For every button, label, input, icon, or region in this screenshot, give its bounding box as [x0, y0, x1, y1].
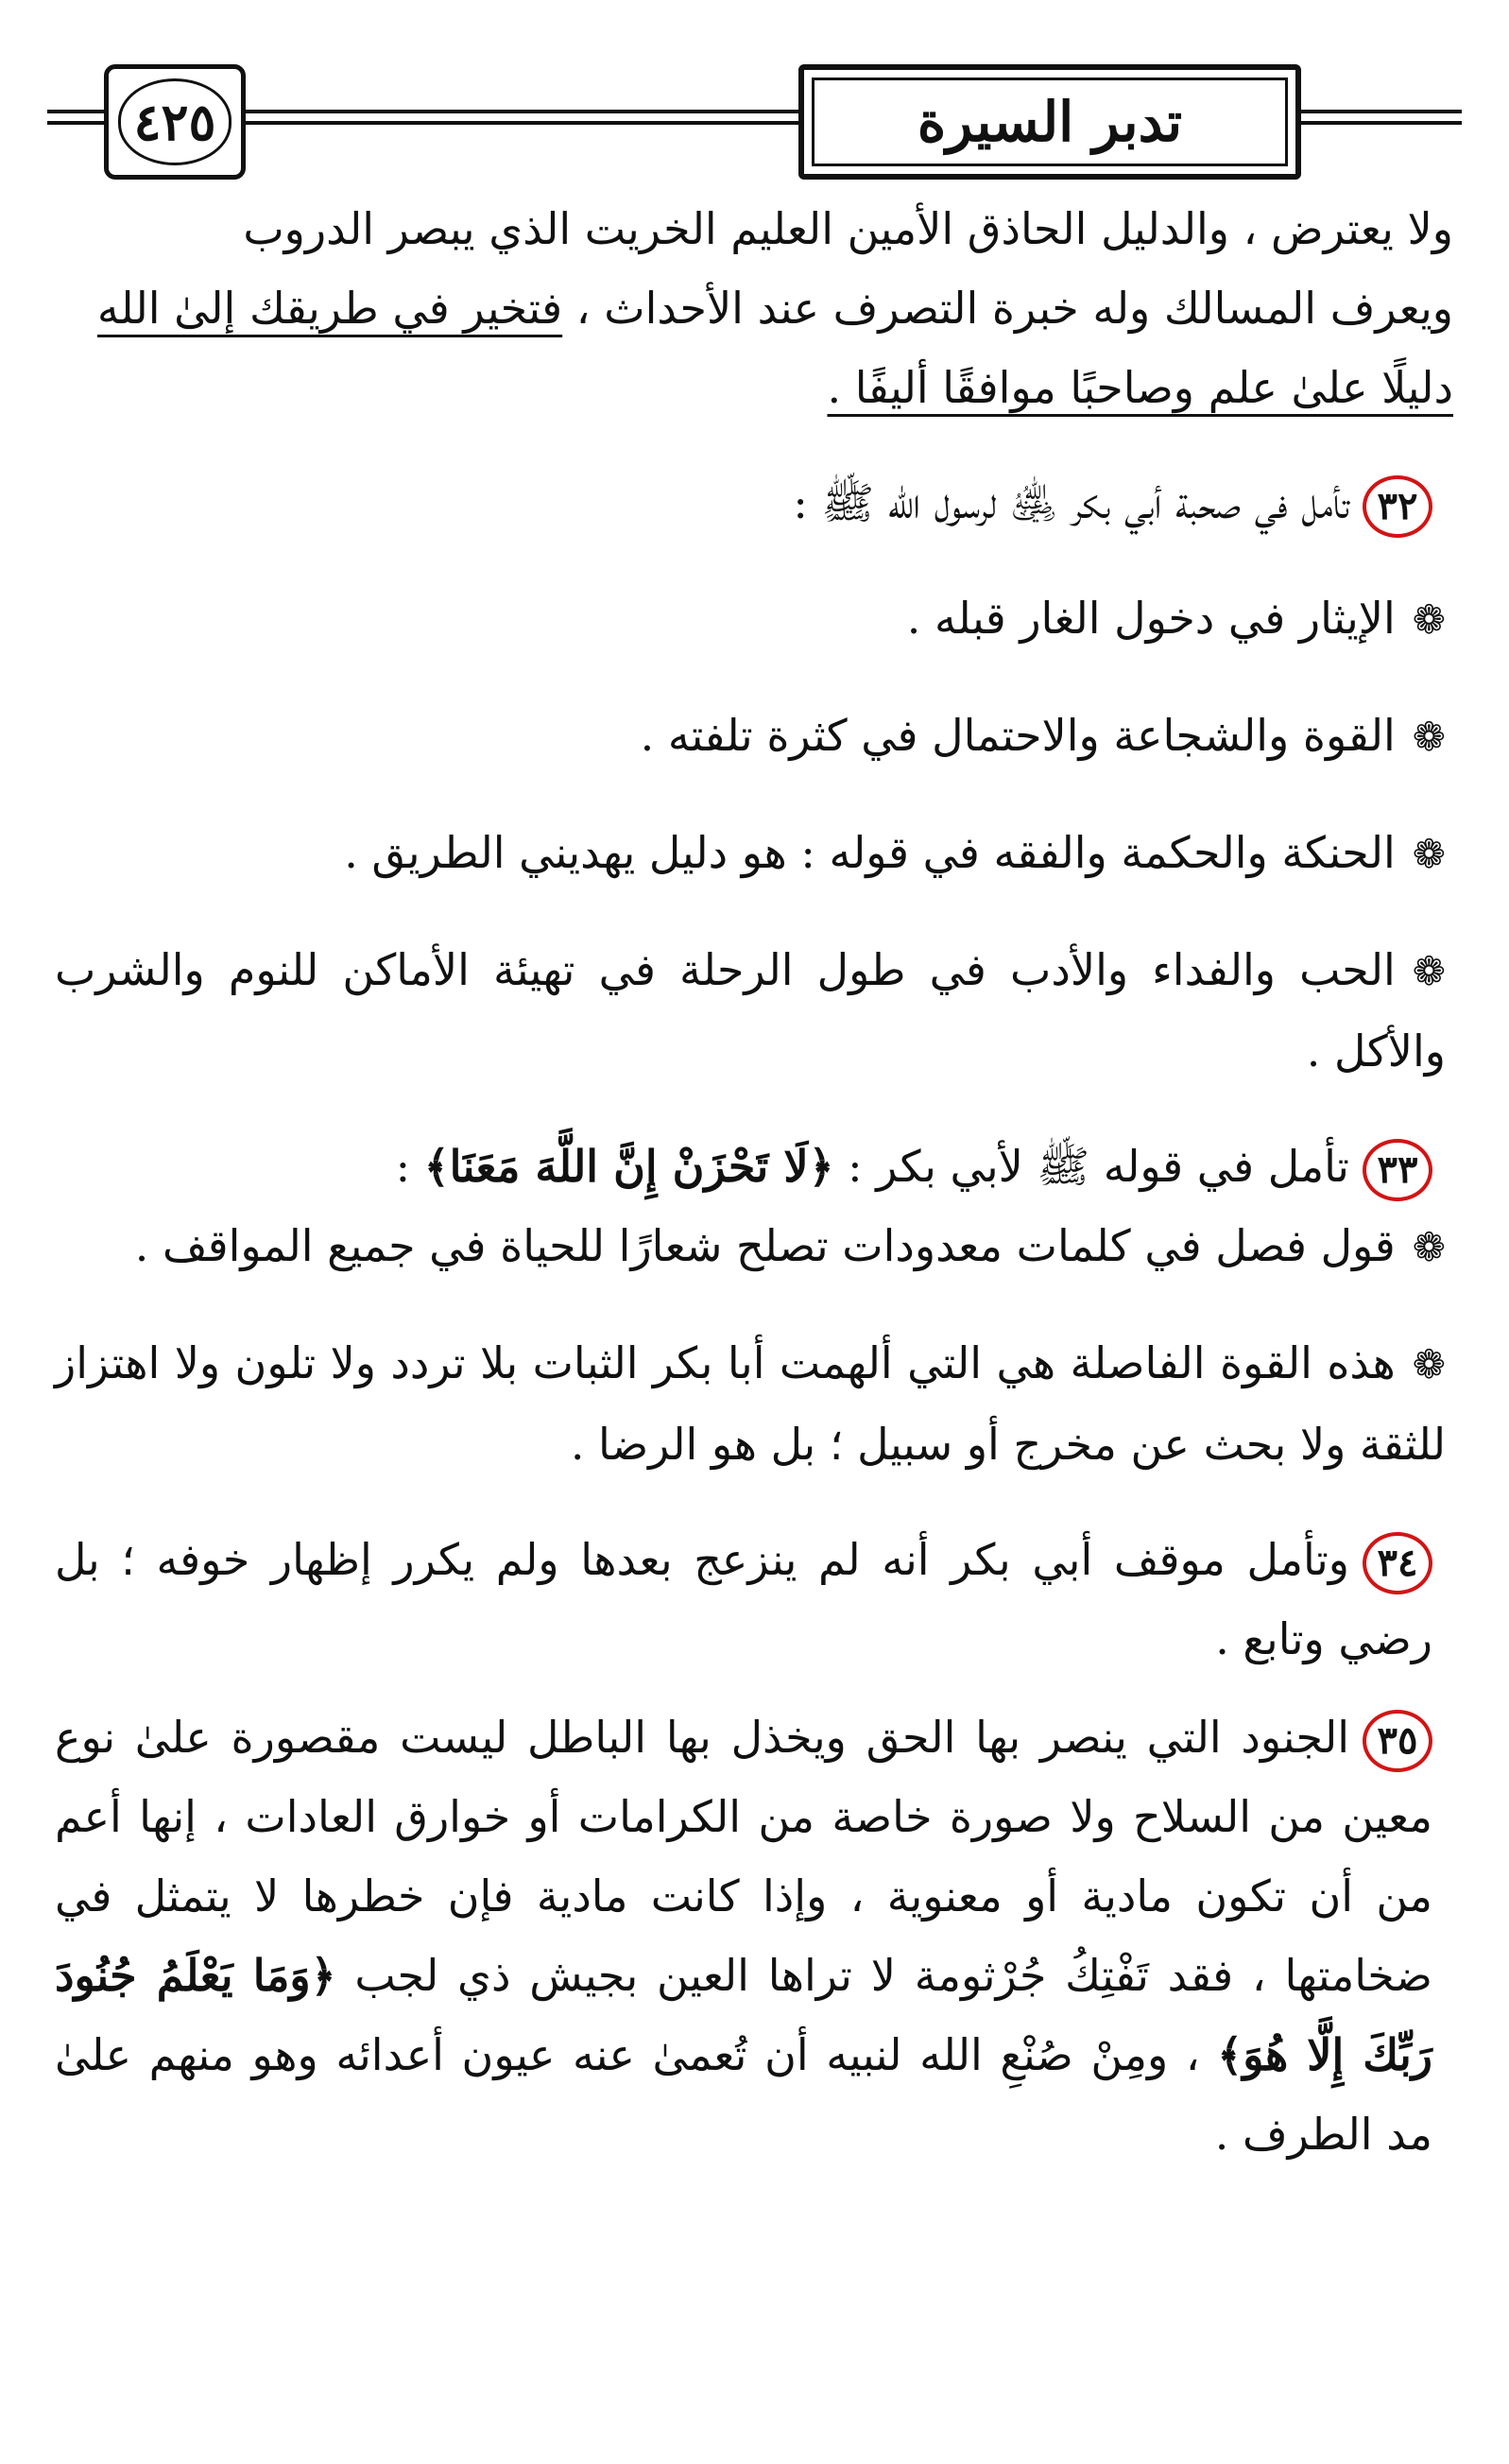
- paragraph-line: [55, 348, 1453, 427]
- quran-verse: ﴿وَمَا يَعْلَمُ جُنُودَ رَبِّكَ إِلَّا هُوَ﴾: [55, 1950, 1433, 2080]
- bullet-item: [55, 1206, 1453, 1287]
- point-number-circle: ٣٥: [1363, 1710, 1432, 1772]
- underlined-text: دليلًا علىٰ علم وصاحبًا موافقًا أليفًا .: [827, 362, 1453, 413]
- point-text: الجنود التي ينصر بها الحق ويخذل بها الباطل ليست مقصورة علىٰ نوع معين من السلاح ولا صورة خاصة من الكرامات أو خوارق العادات ، إنها أعم من أن تكون مادية أو معنوية ، وإذا كانت مادية فإن خطرها لا يتمثل في ضخامتها ، فقد تَفْتِكُ جُرْثومة لا تراها العين بجيش ذي لجب: [55, 1712, 1432, 2001]
- numbered-point-33: [55, 1127, 1453, 1206]
- bullet-text: القوة والشجاعة والاحتمال في كثرة تلفته .: [640, 710, 1396, 761]
- numbered-point-35: [55, 1697, 1453, 2174]
- point-text: :: [395, 1141, 424, 1192]
- point-number-circle: ٣٢: [1363, 475, 1432, 538]
- page-number-frame: [104, 64, 246, 180]
- numbered-point-32: [55, 463, 1453, 543]
- bullet-text: الإيثار في دخول الغار قبله .: [906, 593, 1396, 644]
- bullet-item: [55, 1323, 1453, 1484]
- underlined-text: فتخير في طريقك إلىٰ الله: [96, 283, 563, 334]
- point-text: وتأمل موقف أبي بكر أنه لم ينزعج بعدها ولم يكرر إظهار خوفه ؛ بل رضي وتابع .: [55, 1534, 1432, 1664]
- flower-bullet-icon: ❁: [1412, 596, 1446, 643]
- page-header: [47, 57, 1462, 170]
- flower-bullet-icon: ❁: [1412, 1224, 1446, 1270]
- bullet-text: هذه القوة الفاصلة هي التي ألهمت أبا بكر الثبات بلا تردد ولا تلون ولا اهتزاز للثقة ولا بحث عن مخرج أو سبيل ؛ بل هو الرضا .: [55, 1337, 1446, 1470]
- quran-verse: ﴿لَا تَحْزَنْ إِنَّ اللَّهَ مَعَنَا﴾: [423, 1141, 834, 1192]
- bullet-item: [55, 930, 1453, 1091]
- point-text: تأمل في قوله ﷺ لأبي بكر :: [833, 1141, 1349, 1192]
- paragraph-line: [55, 268, 1453, 348]
- bullet-item: [55, 578, 1453, 660]
- flower-bullet-icon: ❁: [1412, 1341, 1446, 1387]
- text: ويعرف المسالك وله خبرة التصرف عند الأحداث ،: [562, 283, 1453, 334]
- flower-bullet-icon: ❁: [1412, 714, 1446, 760]
- book-title: تدبر السيرة: [812, 78, 1288, 166]
- paragraph-line: ولا يعترض ، والدليل الحاذق الأمين العليم الخريت الذي يبصر الدروب: [243, 203, 1453, 254]
- flower-bullet-icon: ❁: [1412, 948, 1446, 994]
- bullet-text: الحنكة والحكمة والفقه في قوله : هو دليل يهديني الطريق .: [344, 827, 1396, 878]
- bullet-text: الحب والفداء والأدب في طول الرحلة في تهيئة الأماكن للنوم والشرب والأكل .: [55, 944, 1446, 1077]
- page-number: ٤٢٥: [118, 78, 231, 165]
- bullet-text: قول فصل في كلمات معدودات تصلح شعارًا للحياة في جميع المواقف .: [134, 1220, 1396, 1271]
- point-number-circle: ٣٤: [1363, 1532, 1432, 1594]
- bullet-item: [55, 813, 1453, 894]
- book-title-frame: [798, 64, 1301, 180]
- point-number-circle: ٣٣: [1363, 1139, 1432, 1201]
- bullet-item: [55, 696, 1453, 777]
- flower-bullet-icon: ❁: [1412, 831, 1446, 877]
- numbered-point-34: [55, 1520, 1453, 1679]
- point-text: تأمل في صحبة أبي بكر ﵁ لرسول الله ﷺ :: [793, 477, 1349, 528]
- page-body: [55, 189, 1453, 2174]
- point-text: ، ومِنْ صُنْعِ الله لنبيه أن تُعمىٰ عنه عيون أعدائه وهو منهم علىٰ مد الطرف .: [55, 2029, 1432, 2160]
